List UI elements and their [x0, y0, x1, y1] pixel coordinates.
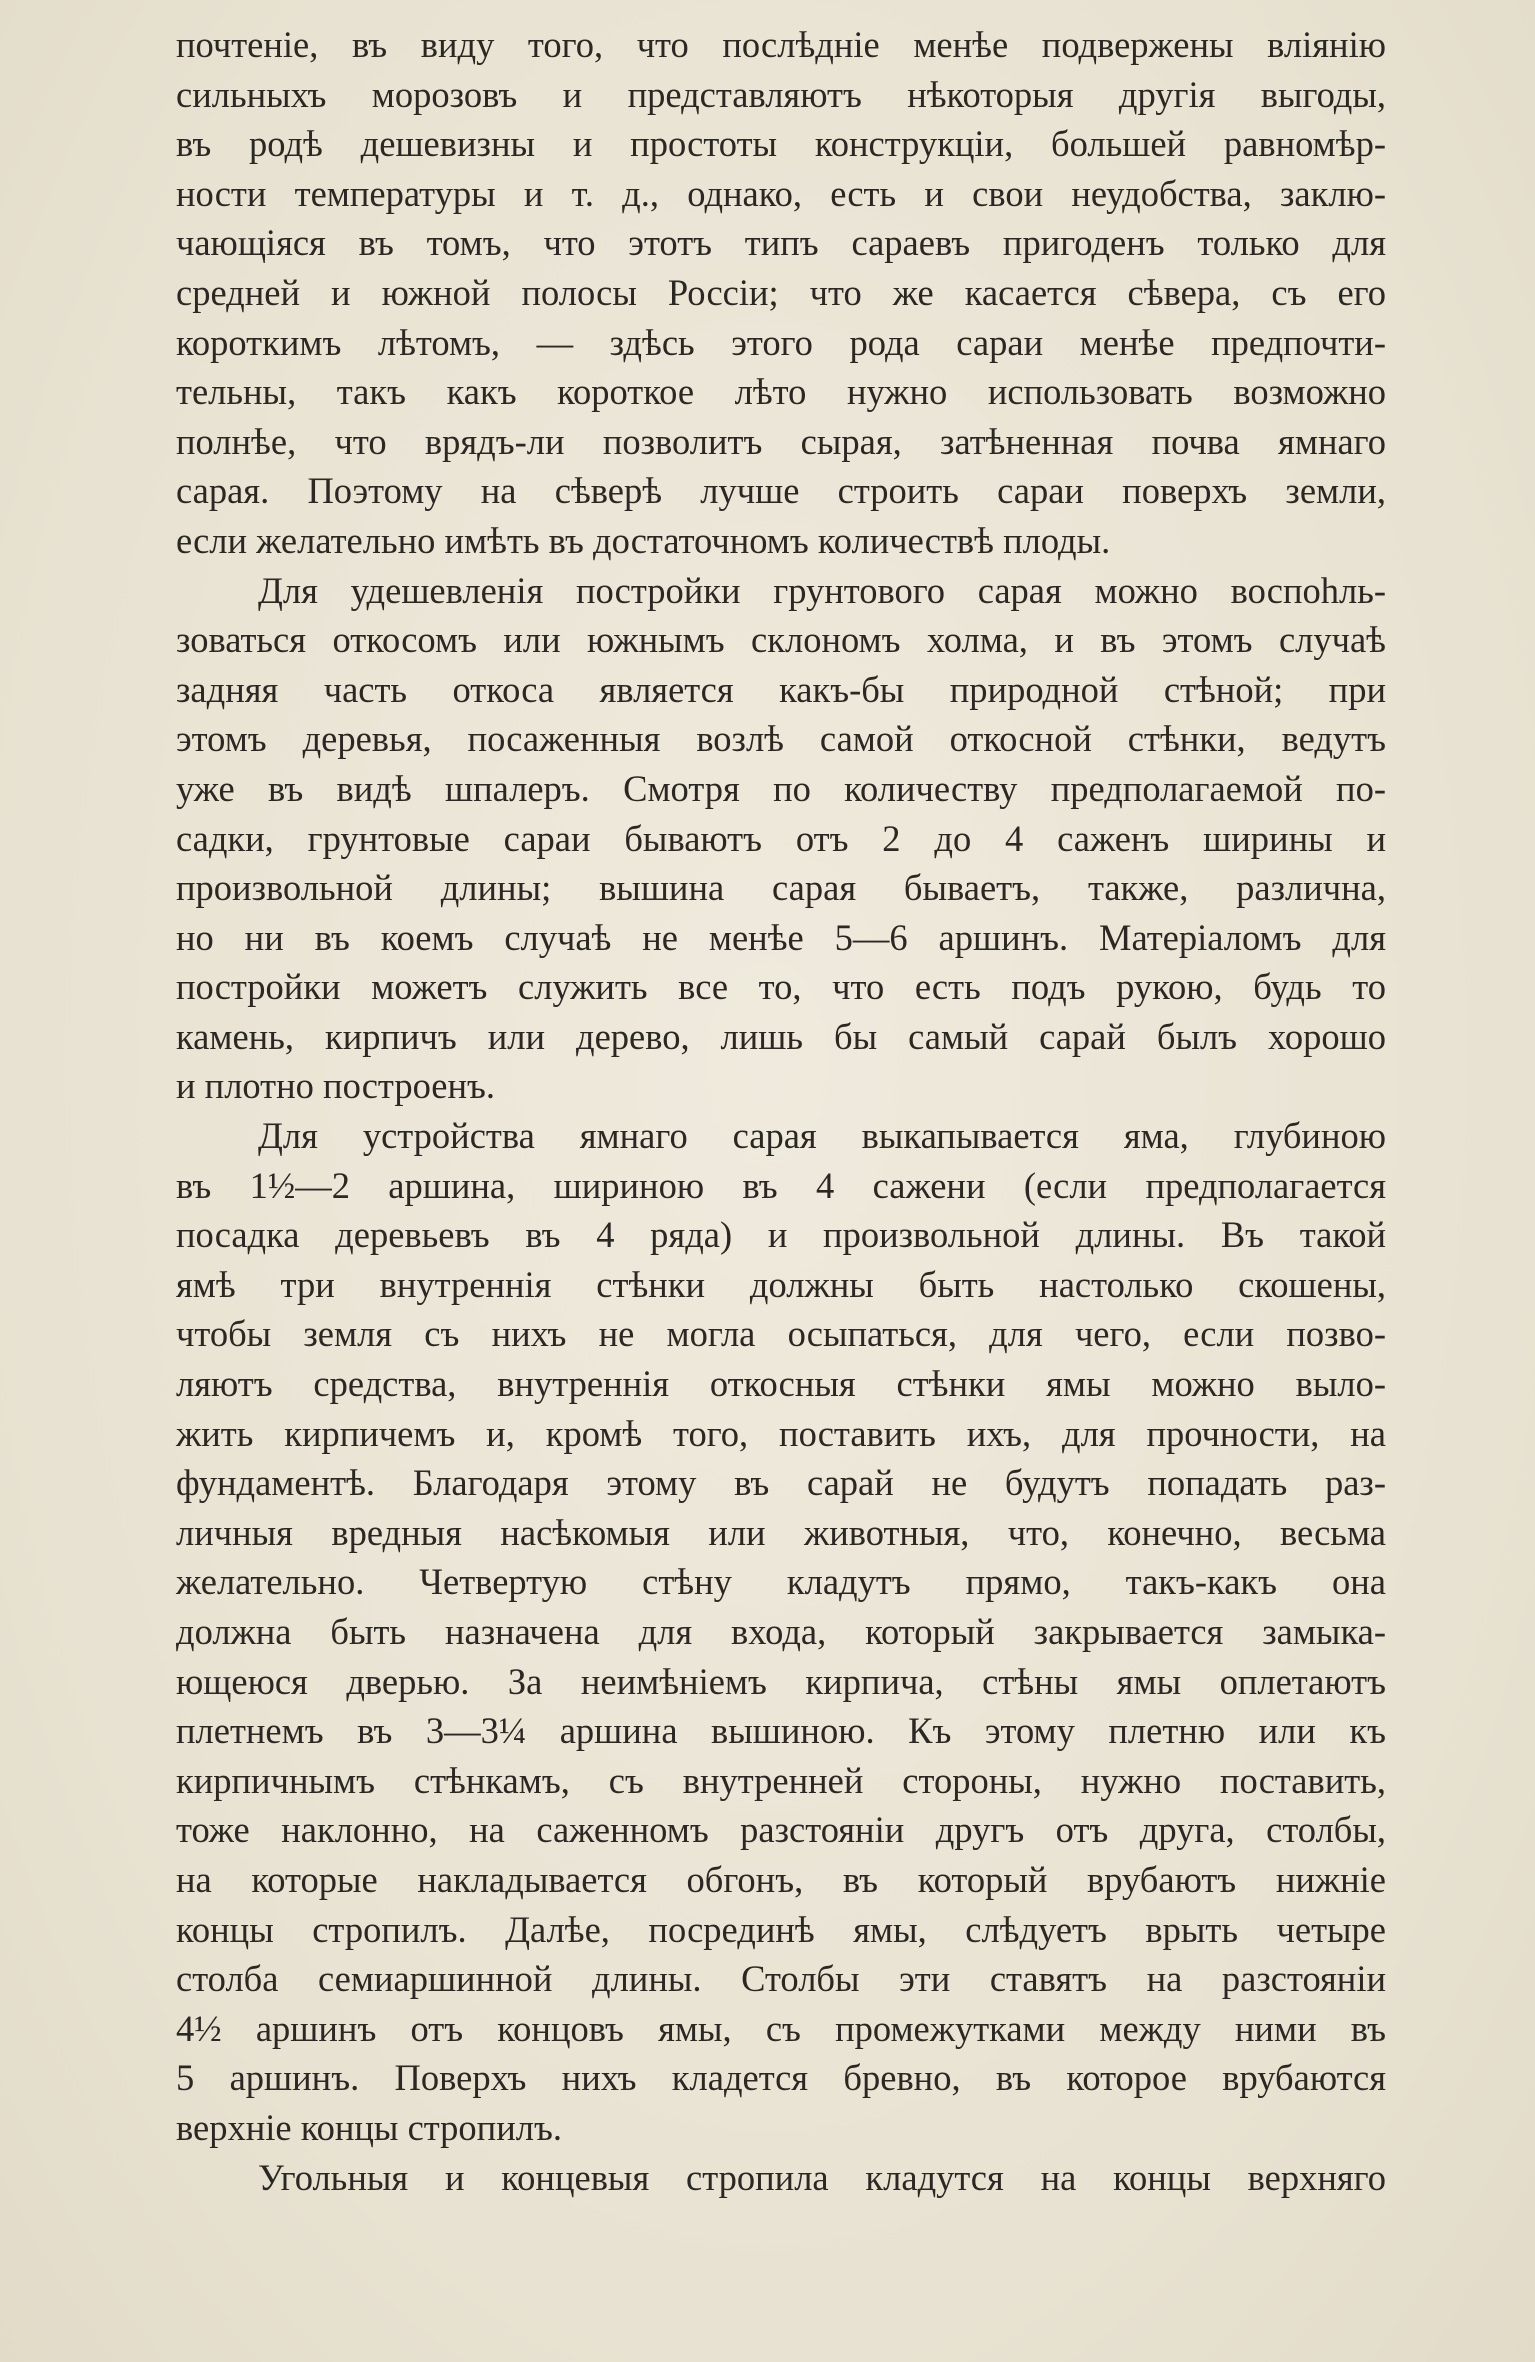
text-line: тельны, такъ какъ короткое лѣто нужно использовать возможно	[176, 371, 1386, 413]
text-line: въ родѣ дешевизны и простоты конструкцiи, большей равномѣр-	[176, 123, 1386, 165]
text-line: почтенiе, въ виду того, что послѣднiе менѣе подвержены влiянiю	[176, 24, 1386, 65]
text-line: средней и южной полосы Россiи; что же касается сѣвера, съ его	[176, 271, 1386, 313]
text-line: постройки можетъ служить все то, что есть подъ рукою, будь то	[176, 966, 1386, 1008]
text-line: произвольной длины; вышина сарая бываетъ, также, различна,	[176, 867, 1386, 909]
text-line: Для удешевленiя постройки грунтового сарая можно воспоhль-	[258, 569, 1386, 611]
text-line: ямѣ три внутреннiя стѣнки должны быть настолько скошены,	[176, 1263, 1386, 1305]
text-line: на которые накладывается обгонъ, въ который врубаютъ нижнiе	[176, 1858, 1386, 1900]
text-line: ющеюся дверью. За неимѣнiемъ кирпича, стѣны ямы оплетаютъ	[176, 1660, 1386, 1702]
text-line: жить кирпичемъ и, кромѣ того, поставить ихъ, для прочности, на	[176, 1412, 1386, 1454]
text-line: верхнiе концы стропилъ.	[176, 2106, 562, 2148]
text-line: если желательно имѣть въ достаточномъ количествѣ плоды.	[176, 519, 1111, 561]
text-line: сильныхъ морозовъ и представляютъ нѣкоторыя другiя выгоды,	[176, 73, 1386, 115]
text-line: 4½ аршинъ отъ концовъ ямы, съ промежутками между ними въ	[176, 2007, 1386, 2049]
text-line: садки, грунтовые сараи бываютъ отъ 2 до 4 саженъ ширины и	[176, 817, 1386, 859]
text-line: короткимъ лѣтомъ, — здѣсь этого рода сараи менѣе предпочти-	[176, 321, 1386, 363]
text-line: личныя вредныя насѣкомыя или животныя, что, конечно, весьма	[176, 1511, 1386, 1553]
paragraph-2	[176, 566, 1386, 1112]
text-line: чающiяся въ томъ, что этотъ типъ сараевъ пригоденъ только для	[176, 222, 1386, 264]
text-line: уже въ видѣ шпалеръ. Смотря по количеству предполагаемой по-	[176, 767, 1386, 809]
text-line: кирпичнымъ стѣнкамъ, съ внутренней стороны, нужно поставить,	[176, 1759, 1386, 1801]
text-line: Угольныя и концевыя стропила кладутся на концы верхняго	[258, 2156, 1386, 2198]
page-text	[176, 20, 1386, 2202]
paragraph-3	[176, 1111, 1386, 2152]
text-line: ляютъ средства, внутреннiя откосныя стѣнки ямы можно выло-	[176, 1363, 1386, 1405]
text-line: столба семиаршинной длины. Столбы эти ставятъ на разстоянiи	[176, 1958, 1386, 2000]
text-line: концы стропилъ. Далѣе, посрединѣ ямы, слѣдуетъ врыть четыре	[176, 1908, 1386, 1950]
text-line: 5 аршинъ. Поверхъ нихъ кладется бревно, въ которое врубаются	[176, 2057, 1386, 2099]
text-line: посадка деревьевъ въ 4 ряда) и произвольной длины. Въ такой	[176, 1214, 1386, 1256]
text-line: плетнемъ въ 3—3¼ аршина вышиною. Къ этому плетню или къ	[176, 1710, 1386, 1752]
text-line: чтобы земля съ нихъ не могла осыпаться, для чего, если позво-	[176, 1313, 1386, 1355]
paragraph-4	[176, 2153, 1386, 2203]
text-line: зоваться откосомъ или южнымъ склономъ холма, и въ этомъ случаѣ	[176, 619, 1386, 661]
text-line: тоже наклонно, на саженномъ разстоянiи другъ отъ друга, столбы,	[176, 1809, 1386, 1851]
text-line: желательно. Четвертую стѣну кладутъ прямо, такъ-какъ она	[176, 1561, 1386, 1603]
text-line: ности температуры и т. д., однако, есть и свои неудобства, заклю-	[176, 172, 1386, 214]
text-line: но ни въ коемъ случаѣ не менѣе 5—6 аршинъ. Матерiаломъ для	[176, 916, 1386, 958]
text-line: сарая. Поэтому на сѣверѣ лучше строить сараи поверхъ земли,	[176, 470, 1386, 512]
paragraph-1	[176, 20, 1386, 566]
text-line: фундаментѣ. Благодаря этому въ сарай не будутъ попадать раз-	[176, 1462, 1386, 1504]
text-line: этомъ деревья, посаженныя возлѣ самой откосной стѣнки, ведутъ	[176, 718, 1386, 760]
text-line: полнѣе, что врядъ-ли позволитъ сырая, затѣненная почва ямнаго	[176, 420, 1386, 462]
text-line: и плотно построенъ.	[176, 1065, 496, 1107]
text-line: задняя часть откоса является какъ-бы природной стѣной; при	[176, 668, 1386, 710]
text-line: Для устройства ямнаго сарая выкапывается яма, глубиною	[258, 1115, 1386, 1157]
text-line: въ 1½—2 аршина, шириною въ 4 сажени (если предполагается	[176, 1164, 1386, 1206]
text-line: камень, кирпичъ или дерево, лишь бы самый сарай былъ хорошо	[176, 1015, 1386, 1057]
text-line: должна быть назначена для входа, который закрывается замыка-	[176, 1611, 1386, 1652]
